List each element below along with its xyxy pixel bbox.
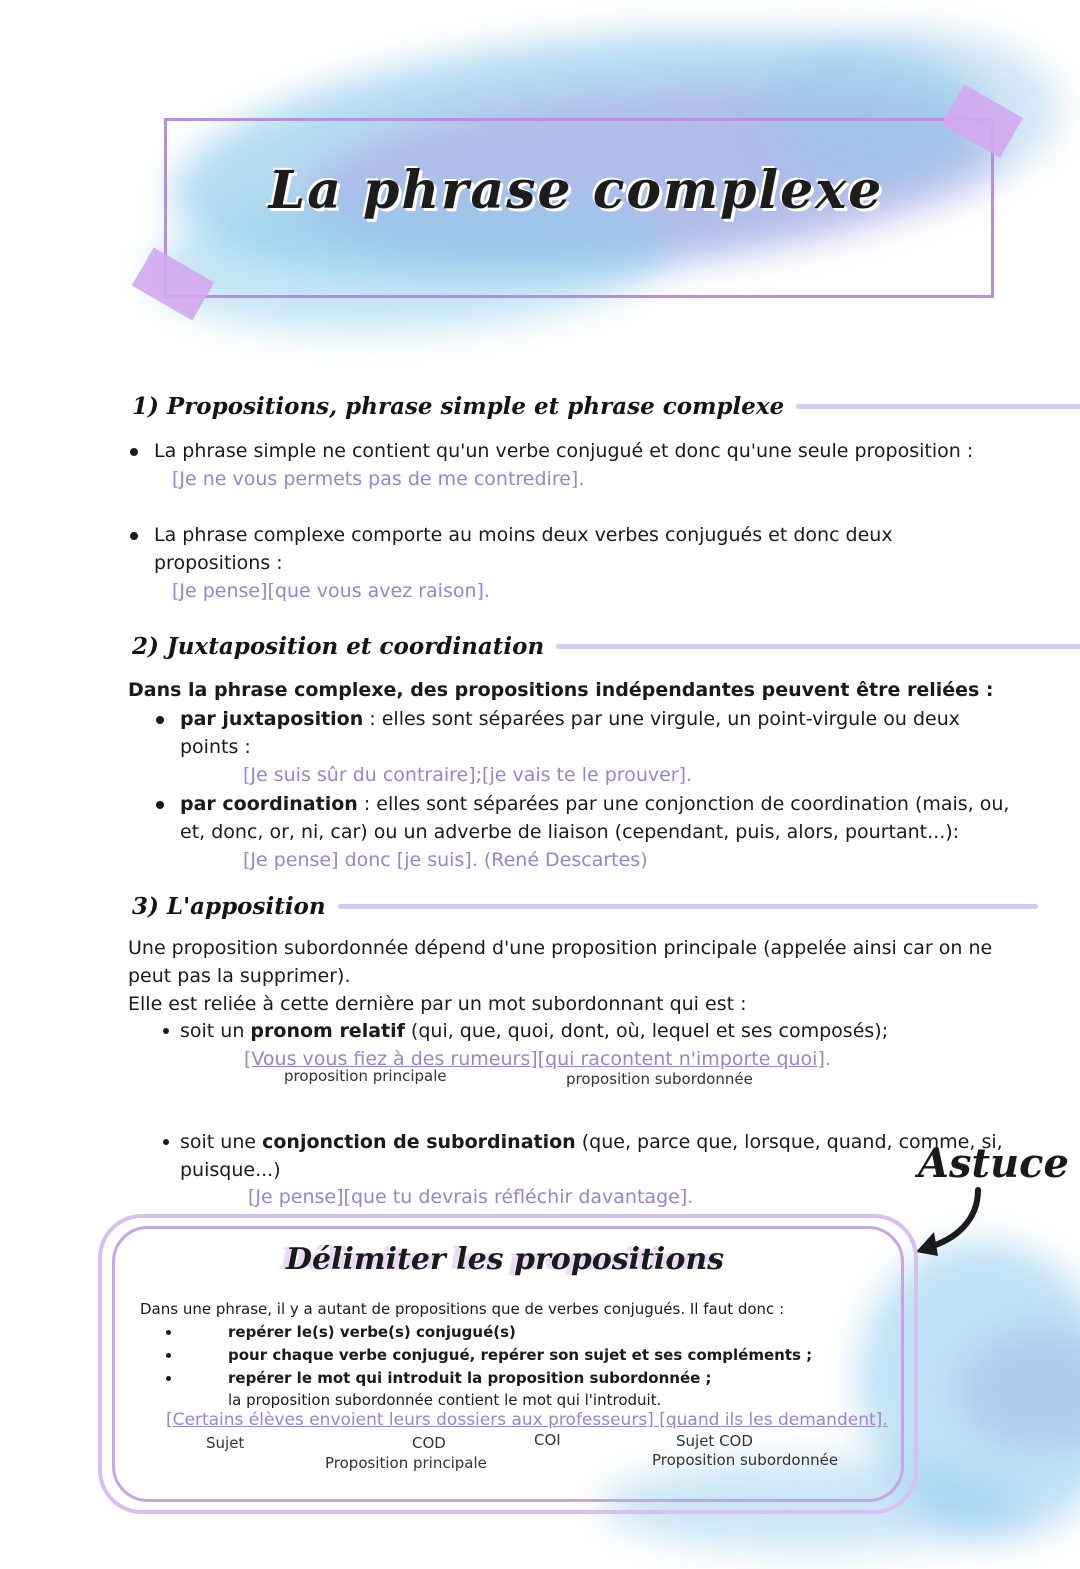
label-subordonnee: proposition subordonnée <box>566 1070 753 1088</box>
section-heading-1: 1) Propositions, phrase simple et phrase complexe <box>132 393 1080 420</box>
bullet <box>156 716 164 724</box>
example: [Je pense][que tu devrais réfléchir davantage]. <box>248 1186 694 1208</box>
bullet <box>166 1376 171 1381</box>
label-principale: proposition principale <box>284 1067 447 1085</box>
text: puisque...) <box>180 1159 281 1181</box>
example: [Je ne vous permets pas de me contredire]. <box>172 468 585 490</box>
section-heading-2: 2) Juxtaposition et coordination <box>132 633 1080 660</box>
bullet <box>163 1139 169 1145</box>
divider <box>556 644 1080 649</box>
bullet <box>130 448 138 456</box>
text: points : <box>180 736 251 758</box>
astuce-intro: Dans une phrase, il y a autant de propositions que de verbes conjugués. Il faut donc : <box>140 1300 785 1318</box>
label-proposition-principale: Proposition principale <box>325 1454 487 1472</box>
label-sujet-cod: Sujet COD <box>676 1432 753 1450</box>
example: [Vous vous fiez à des rumeurs][qui racontent n'importe quoi]. <box>244 1048 831 1070</box>
astuce-label: Astuce <box>918 1140 1069 1187</box>
section-heading-3: 3) L'apposition <box>132 893 1038 920</box>
example: [Je pense] donc [je suis]. (René Descartes) <box>243 849 648 871</box>
divider <box>338 904 1038 909</box>
text: La phrase simple ne contient qu'un verbe conjugué et donc qu'une seule proposition : <box>154 440 974 462</box>
text: Elle est reliée à cette dernière par un mot subordonnant qui est : <box>128 993 747 1015</box>
label-proposition-subordonnee: Proposition subordonnée <box>652 1451 839 1469</box>
astuce-step: repérer le(s) verbe(s) conjugué(s) <box>228 1323 516 1341</box>
bullet <box>156 801 164 809</box>
example: [Je suis sûr du contraire];[je vais te le prouver]. <box>243 764 693 786</box>
text: par juxtaposition : elles sont séparées par une virgule, un point-virgule ou deux <box>180 708 960 730</box>
astuce-example: [Certains élèves envoient leurs dossiers aux professeurs] [quand ils les demandent]. <box>166 1410 888 1430</box>
page-title: La phrase complexe <box>268 160 884 221</box>
bullet <box>166 1330 171 1335</box>
text: et, donc, or, ni, car) ou un adverbe de liaison (cependant, puis, alors, pourtant...): <box>180 821 960 843</box>
divider <box>796 404 1080 409</box>
label-sujet: Sujet <box>206 1434 245 1452</box>
intro: Dans la phrase complexe, des propositions indépendantes peuvent être reliées : <box>128 679 994 701</box>
label-coi: COI <box>534 1431 561 1449</box>
text: Une proposition subordonnée dépend d'une proposition principale (appelée ainsi car on ne <box>128 937 993 959</box>
example: [Je pense][que vous avez raison]. <box>172 580 490 602</box>
text: La phrase complexe comporte au moins deux verbes conjugués et donc deux <box>154 524 893 546</box>
text: soit un pronom relatif (qui, que, quoi, dont, où, lequel et ses composés); <box>180 1020 889 1042</box>
text: par coordination : elles sont séparées par une conjonction de coordination (mais, ou, <box>180 793 1010 815</box>
text: peut pas la supprimer). <box>128 965 351 987</box>
text: propositions : <box>154 552 283 574</box>
astuce-title: Délimiter les propositions <box>285 1242 725 1277</box>
text: soit une conjonction de subordination (que, parce que, lorsque, quand, comme, si, <box>180 1131 1003 1153</box>
bullet <box>163 1028 169 1034</box>
curved-arrow-icon <box>912 1184 992 1264</box>
bullet <box>166 1353 171 1358</box>
astuce-step: pour chaque verbe conjugué, repérer son sujet et ses compléments ; <box>228 1346 813 1364</box>
bullet <box>130 532 138 540</box>
astuce-note: la proposition subordonnée contient le mot qui l'introduit. <box>228 1391 662 1409</box>
label-cod: COD <box>412 1434 446 1452</box>
astuce-step: repérer le mot qui introduit la proposition subordonnée ; <box>228 1369 712 1387</box>
